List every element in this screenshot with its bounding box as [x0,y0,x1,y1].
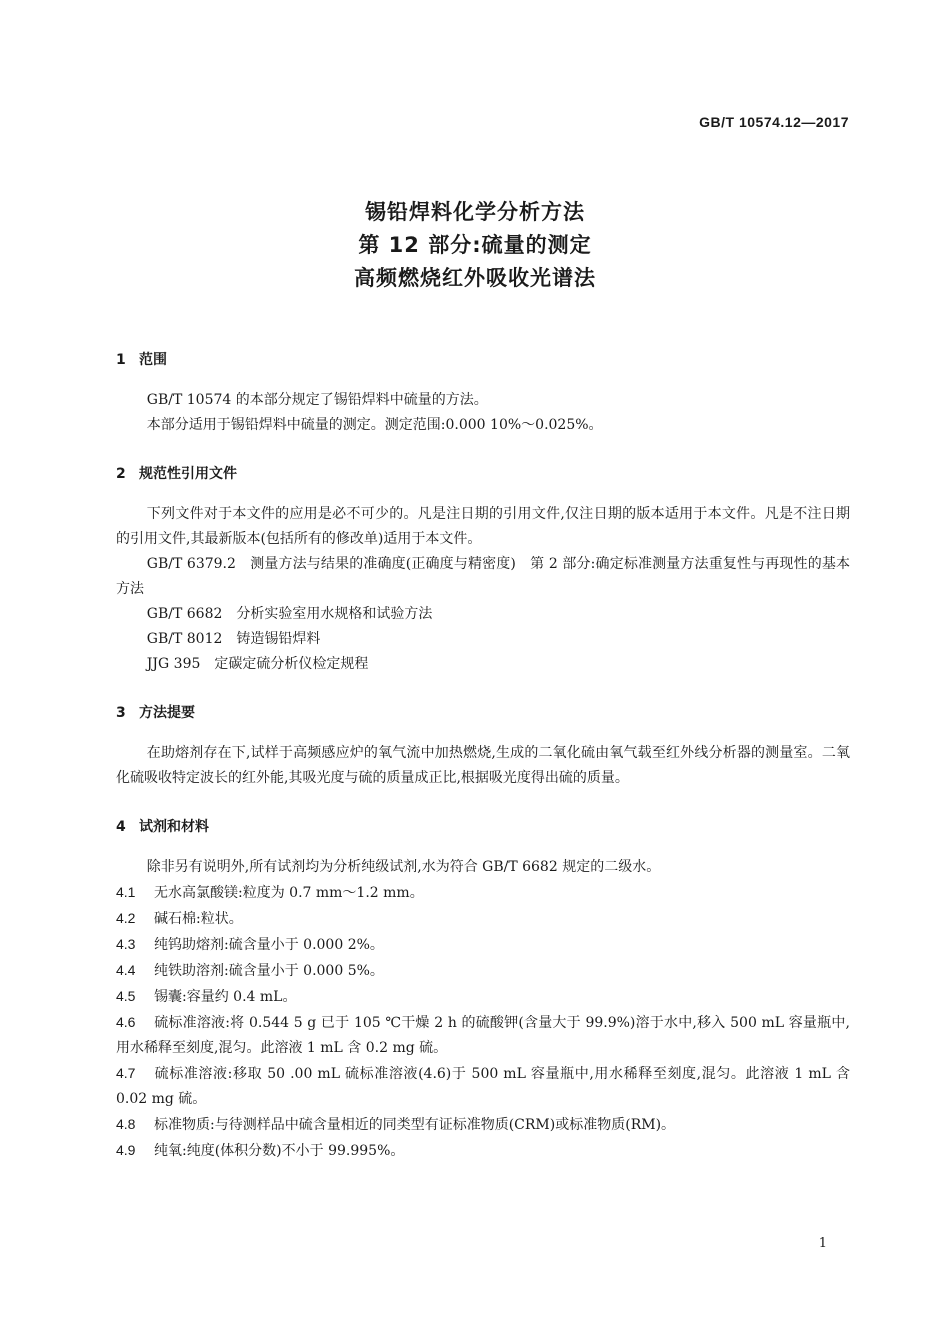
paragraph: 在助熔剂存在下,试样于高频感应炉的氧气流中加热燃烧,生成的二氧化硫由氧气载至红外线分析器的测量室。二氧化硫吸收特定波长的红外能,其吸光度与硫的质量成正比,根据吸光度得出硫的质量。 [116,745,850,786]
list-item [116,1061,850,1112]
item-text: 碱石棉:粒状。 [154,911,243,927]
section-title: 范围 [139,352,167,368]
list-item [116,906,850,932]
list-item [116,1138,850,1164]
section-title: 规范性引用文件 [139,466,237,482]
reference-entry [116,552,850,602]
reference-title: 测量方法与结果的准确度(正确度与精密度) 第 2 部分:确定标准测量方法重复性与再现性的基本方法 [116,556,850,597]
reference-title: 铸造锡铅焊料 [236,631,321,647]
standard-code: GB/T 10574.12—2017 [699,114,849,130]
section-number: 1 [116,352,126,368]
section-title: 试剂和材料 [139,819,209,835]
section-number: 2 [116,466,126,482]
paragraph: GB/T 10574 的本部分规定了锡铅焊料中硫量的方法。 [146,392,488,408]
list-item [116,958,850,984]
item-text: 纯钨助熔剂:硫含量小于 0.000 2%。 [154,937,384,953]
item-text: 纯铁助溶剂:硫含量小于 0.000 5%。 [154,963,384,979]
reference-code: GB/T 6379.2 [146,556,236,572]
reference-entry [116,627,850,652]
section-heading-reagents [116,813,850,841]
reference-code: GB/T 6682 [146,606,223,622]
reference-code: JJG 395 [146,656,201,672]
list-item [116,880,850,906]
section-heading-normative-references [116,460,850,488]
paragraph: 除非另有说明外,所有试剂均为分析纯级试剂,水为符合 GB/T 6682 规定的二级水。 [146,859,661,875]
reference-entry [116,652,850,677]
item-text: 无水高氯酸镁:粒度为 0.7 mm～1.2 mm。 [154,885,424,901]
paragraph: 下列文件对于本文件的应用是必不可少的。凡是注日期的引用文件,仅注日期的版本适用于本文件。凡是不注日期的引用文件,其最新版本(包括所有的修改单)适用于本文件。 [116,506,850,547]
item-text: 硫标准溶液:移取 50 .00 mL 硫标准溶液(4.6)于 500 mL 容量瓶中,用水稀释至刻度,混匀。此溶液 1 mL 含 0.02 mg 硫。 [116,1066,850,1107]
item-number: 4.3 [116,936,136,952]
title-line-3: 高频燃烧红外吸收光谱法 [354,266,596,290]
paragraph: 本部分适用于锡铅焊料中硫量的测定。测定范围:0.000 10%～0.025%。 [146,417,603,433]
item-number: 4.9 [116,1142,136,1158]
list-item [116,1112,850,1138]
section-number: 3 [116,705,126,721]
item-number: 4.1 [116,884,136,900]
item-text: 标准物质:与待测样品中硫含量相近的同类型有证标准物质(CRM)或标准物质(RM)。 [154,1117,676,1133]
item-number: 4.5 [116,988,136,1004]
item-text: 锡囊:容量约 0.4 mL。 [154,989,297,1005]
list-item [116,1010,850,1061]
section-heading-principle [116,699,850,727]
reference-entry [116,602,850,627]
item-text: 硫标准溶液:将 0.544 5 g 已于 105 ℃干燥 2 h 的硫酸钾(含量大于 99.9%)溶于水中,移入 500 mL 容量瓶中,用水稀释至刻度,混匀。此溶液 1 mL 含 0.2 mg 硫。 [116,1015,850,1056]
document-body [116,346,850,1164]
reference-code: GB/T 8012 [146,631,223,647]
title-line-1: 锡铅焊料化学分析方法 [365,200,585,224]
list-item [116,984,850,1010]
section-number: 4 [116,819,126,835]
section-heading-scope [116,346,850,374]
reference-title: 分析实验室用水规格和试验方法 [236,606,433,622]
item-text: 纯氧:纯度(体积分数)不小于 99.995%。 [154,1143,405,1159]
item-number: 4.6 [116,1014,136,1030]
item-number: 4.7 [116,1065,136,1081]
page-number: 1 [818,1236,827,1251]
list-item [116,932,850,958]
title-line-2: 第 12 部分:硫量的测定 [358,233,592,257]
item-number: 4.4 [116,962,136,978]
section-title: 方法提要 [139,705,195,721]
item-number: 4.2 [116,910,136,926]
item-number: 4.8 [116,1116,136,1132]
reference-title: 定碳定硫分析仪检定规程 [214,656,369,672]
document-title [0,196,950,295]
